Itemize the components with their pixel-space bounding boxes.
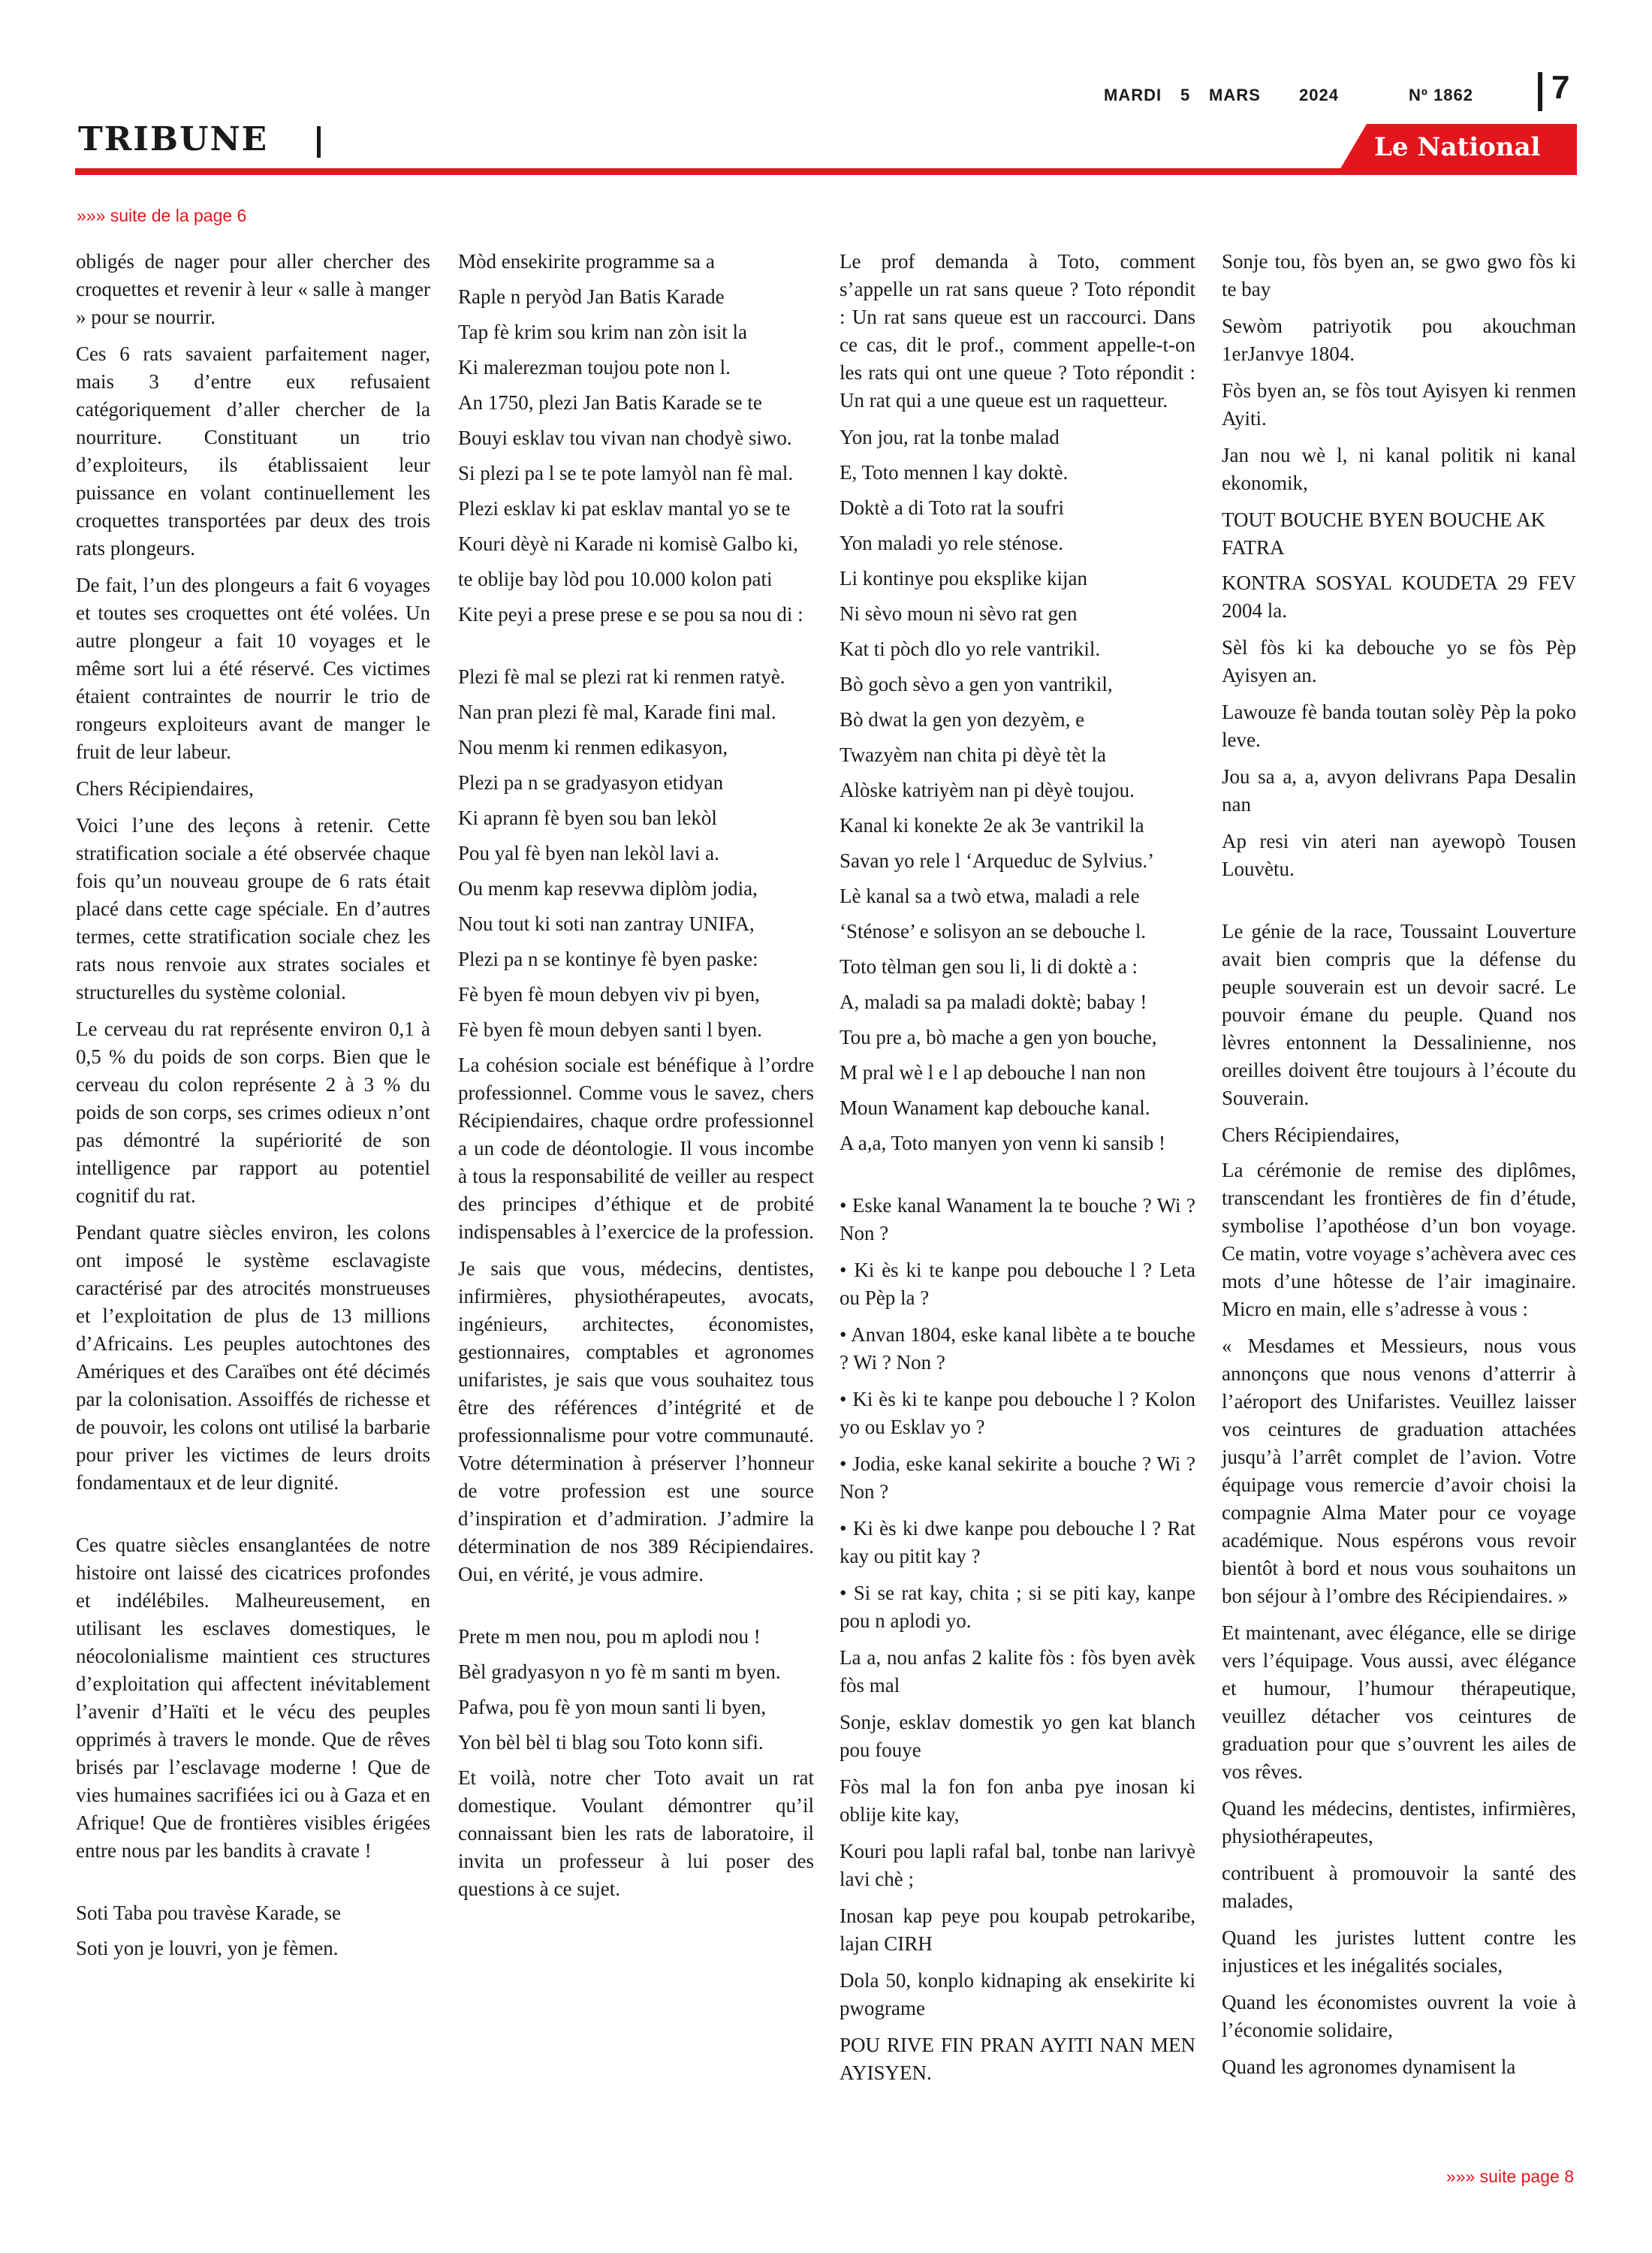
verse-line: Bò goch sèvo a gen yon vantrikil, <box>840 673 1113 695</box>
verse-line: te oblije bay lòd pou 10.000 kolon pati <box>458 568 773 590</box>
paragraph: TOUT BOUCHE BYEN BOUCHE AK FATRA <box>1222 508 1546 559</box>
paragraph: Chers Récipiendaires, <box>1222 1123 1400 1146</box>
bullet-question: • Ki ès ki te kanpe pou debouche l ? Kolon yo ou Esklav yo ? <box>840 1388 1195 1438</box>
verse-line: M pral wè l e l ap debouche l nan non <box>840 1061 1146 1084</box>
paragraph: Pendant quatre siècles environ, les colons ont imposé le système esclavagiste caractérisé par des atrocités monstrueuses et l’exploitation de plus de 13 millions d’Africains. Les peuples autochtones des Amériques et des Caraïbes ont été décimés par la colonisation. Assoiffés de richesse et de pouvoir, les colons ont utilisé la barbarie pour priver les victimes de leurs droits fondamentaux et de leur dignité. <box>76 1221 430 1494</box>
paragraph: De fait, l’un des plongeurs a fait 6 voyages et toutes ses croquettes ont été volées. Un autre plongeur a fait 10 voyages et le même sort lui a été réservé. Ces victimes étaient contraintes de nourrir le trio de rongeurs exploiteurs avant de manger le fruit de leur labeur. <box>76 574 430 763</box>
verse-line: Lè kanal sa a twò etwa, maladi a rele <box>840 885 1140 907</box>
verse-line: Ou menm kap resevwa diplòm jodia, <box>458 877 758 900</box>
paragraph: Ap resi vin ateri nan ayewopò Tousen Louvètu. <box>1222 830 1576 880</box>
verse-line: Plezi pa n se kontinye fè byen paske: <box>458 948 758 970</box>
issue-date-number: 5 <box>1180 86 1191 104</box>
bullet-question: • Anvan 1804, eske kanal libète a te bouche ? Wi ? Non ? <box>840 1323 1195 1374</box>
verse-line: An 1750, plezi Jan Batis Karade se te <box>458 391 762 414</box>
verse-line: Alòske katriyèm nan pi dèyè toujou. <box>840 779 1135 801</box>
verse-line: Pafwa, pou fè yon moun santi li byen, <box>458 1696 767 1718</box>
issue-date-line <box>1104 86 1473 105</box>
paragraph: Je sais que vous, médecins, dentistes, infirmières, physiothérapeutes, avocats, ingénieurs, architectes, économistes, gestionnaires, comptables et agronomes unifaristes, je sais que vous souhaitez tous être des références d’intégrité et de professionnalisme pour votre communauté. Votre détermination à préserver l’honneur de votre profession est une source d’inspiration et d’admiration. J’admire la détermination de nos 389 Récipiendaires. Oui, en vérité, je vous admire. <box>458 1257 814 1585</box>
verse-line: Kanal ki konekte 2e ak 3e vantrikil la <box>840 814 1144 837</box>
verse-line: Toto tèlman gen sou li, li di doktè a : <box>840 955 1138 978</box>
bullet-question: • Jodia, eske kanal sekirite a bouche ? Wi ? Non ? <box>840 1452 1195 1503</box>
verse-line: Si plezi pa l se te pote lamyòl nan fè mal. <box>458 462 794 484</box>
verse-line: Tap fè krim sou krim nan zòn isit la <box>458 321 748 343</box>
verse-line: Ni sèvo moun ni sèvo rat gen <box>840 602 1078 625</box>
article-column-3 <box>840 248 1195 2096</box>
paragraph: Et maintenant, avec élégance, elle se dirige vers l’équipage. Vous aussi, avec élégance et humour, l’humour thérapeutique, veuillez détacher vos ceintures de graduation pour que s’ouvrent les ailes de vos rêves. <box>1222 1621 1576 1783</box>
masthead <box>0 0 1652 180</box>
paragraph: Quand les agronomes dynamisent la <box>1222 2055 1516 2078</box>
verse-line: Li kontinye pou eksplike kijan <box>840 567 1087 590</box>
verse-line: Nou menm ki renmen edikasyon, <box>458 736 728 759</box>
issue-number: Nº 1862 <box>1409 86 1473 104</box>
bullet-question: • Si se rat kay, chita ; si se piti kay, kanpe pou n aplodi yo. <box>840 1582 1195 1632</box>
verse-line: Kite peyi a prese prese e se pou sa nou di : <box>458 603 803 626</box>
verse-line: Soti yon je louvri, yon je fèmen. <box>76 1937 339 1959</box>
verse-line: Mòd ensekirite programme sa a <box>458 250 715 273</box>
verse-line: Ki malerezman toujou pote non l. <box>458 356 731 379</box>
verse-line: Bouyi esklav tou vivan nan chodyè siwo. <box>458 427 792 449</box>
verse-line: Bò dwat la gen yon dezyèm, e <box>840 708 1085 731</box>
section-title-divider <box>317 126 321 158</box>
verse-line: Plezi esklav ki pat esklav mantal yo se te <box>458 497 791 520</box>
paragraph: Quand les juristes luttent contre les injustices et les inégalités sociales, <box>1222 1926 1576 1977</box>
paragraph: Chers Récipiendaires, <box>76 777 254 800</box>
verse-line: Yon maladi yo rele sténose. <box>840 532 1063 554</box>
issue-day: MARDI <box>1104 86 1162 104</box>
paragraph: Inosan kap peye pou koupab petrokaribe, lajan CIRH <box>840 1905 1195 1955</box>
article-column-1 <box>76 248 430 1970</box>
verse-line: Fè byen fè moun debyen viv pi byen, <box>458 983 760 1006</box>
issue-month: MARS <box>1209 86 1261 104</box>
paragraph: Voici l’une des leçons à retenir. Cette stratification sociale a été observée chaque fois qu’un nouveau groupe de 6 rats était placé dans cette cage spéciale. En d’autres termes, cette stratification sociale chez les rats nous renvoie aux strates sociales et structurelles du système colonial. <box>76 814 430 1003</box>
verse-line: Prete m men nou, pou m aplodi nou ! <box>458 1625 761 1648</box>
paragraph: Dola 50, konplo kidnaping ak ensekirite ki pwograme <box>840 1969 1195 2019</box>
verse-line: A, maladi sa pa maladi doktè; babay ! <box>840 991 1147 1013</box>
paragraph: Fòs mal la fon fon anba pye inosan ki oblije kite kay, <box>840 1775 1195 1826</box>
verse-line: Nou tout ki soti nan zantray UNIFA, <box>458 912 755 935</box>
paragraph: Quand les médecins, dentistes, infirmières, physiothérapeutes, <box>1222 1797 1576 1847</box>
verse-line: Kat ti pòch dlo yo rele vantrikil. <box>840 638 1101 660</box>
page-number: 7 <box>1551 69 1570 106</box>
verse-line: ‘Sténose’ e solisyon an se debouche l. <box>840 920 1147 943</box>
verse-line: Doktè a di Toto rat la soufri <box>840 496 1065 519</box>
paragraph: Ces 6 rats savaient parfaitement nager, mais 3 d’entre eux refusaient catégoriquement d’aller chercher de la nourriture. Constituant un trio d’exploiteurs, ils établissaient leur puissance en volant continuellement les croquettes transportées par deux des trois rats plongeurs. <box>76 342 430 559</box>
verse-line: Soti Taba pou travèse Karade, se <box>76 1902 341 1924</box>
paragraph: La cohésion sociale est bénéfique à l’ordre professionnel. Comme vous le savez, chers Récipiendaires, chaque ordre professionnel a un code de déontologie. Il vous incombe à tous la responsabilité de veiller au respect des principes d’éthique et de probité indispensables à l’exercice de la profession. <box>458 1054 814 1243</box>
verse-line: Nan pran plezi fè mal, Karade fini mal. <box>458 701 776 723</box>
verse-line: Kouri dèyè ni Karade ni komisè Galbo ki, <box>458 532 798 555</box>
bullet-question: • Eske kanal Wanament la te bouche ? Wi ? Non ? <box>840 1194 1195 1244</box>
paragraph: Lawouze fè banda toutan solèy Pèp la poko leve. <box>1222 701 1576 751</box>
page-number-divider <box>1538 72 1542 111</box>
paragraph: Et voilà, notre cher Toto avait un rat domestique. Voulant démontrer qu’il connaissant bien les rats de laboratoire, il invita un professeur à lui poser des questions à ce sujet. <box>458 1766 814 1900</box>
article-column-4 <box>1222 248 1576 2090</box>
paragraph: Le génie de la race, Toussaint Louverture avait bien compris que la défense du peuple souverain est un devoir sacré. Le pouvoir émane du peuple. Quand nos lèvres entonnent la Dessalinienne, nos oreilles doivent être toujours à l’écoute du Souverain. <box>1222 920 1576 1109</box>
verse-line: Moun Wanament kap debouche kanal. <box>840 1096 1150 1119</box>
verse-line: E, Toto mennen l kay doktè. <box>840 461 1069 484</box>
paragraph: Sewòm patriyotik pou akouchman 1erJanvye 1804. <box>1222 315 1576 365</box>
bullet-question: • Ki ès ki dwe kanpe pou debouche l ? Rat kay ou pitit kay ? <box>840 1517 1195 1567</box>
verse-line: Raple n peryòd Jan Batis Karade <box>458 285 725 308</box>
paragraph: Sonje tou, fòs byen an, se gwo gwo fòs ki te bay <box>1222 250 1576 300</box>
continued-from-link[interactable]: »»» suite de la page 6 <box>77 206 247 225</box>
verse-line: Savan yo rele l ‘Arqueduc de Sylvius.’ <box>840 849 1155 872</box>
verse-line: Yon bèl bèl ti blag sou Toto konn sifi. <box>458 1731 764 1754</box>
paragraph: Kouri pou lapli rafal bal, tonbe nan larivyè lavi chè ; <box>840 1840 1195 1890</box>
verse-line: Tou pre a, bò mache a gen yon bouche, <box>840 1026 1157 1048</box>
paragraph: Jou sa a, a, avyon delivrans Papa Desalin nan <box>1222 765 1576 816</box>
verse-line: Plezi pa n se gradyasyon etidyan <box>458 771 724 794</box>
paragraph: Sonje, esklav domestik yo gen kat blanch pou fouye <box>840 1711 1195 1761</box>
newspaper-name: Le National <box>1374 132 1541 162</box>
article-column-2 <box>458 248 814 1912</box>
section-title: TRIBUNE <box>78 120 269 158</box>
paragraph: La a, nou anfas 2 kalite fòs : fòs byen avèk fòs mal <box>840 1646 1195 1697</box>
bullet-question: • Ki ès ki te kanpe pou debouche l ? Leta ou Pèp la ? <box>840 1259 1195 1309</box>
issue-year: 2024 <box>1299 86 1339 104</box>
verse-line: Yon jou, rat la tonbe malad <box>840 426 1060 448</box>
verse-line: Plezi fè mal se plezi rat ki renmen ratyè. <box>458 665 785 688</box>
verse-line: Fè byen fè moun debyen santi l byen. <box>458 1018 762 1041</box>
paragraph: « Mesdames et Messieurs, nous vous annonçons que nous venons d’atterrir à l’aéroport des Unifaristes. Veuillez laisser vos ceintures de graduation attachées jusqu’à l’arrêt complet de l’avion. Votre équipage vous remercie d’avoir choisi la compagnie Alma Mater pour ce voyage académique. Nous espérons vous revoir bientôt à bord et nous vous souhaitons un bon séjour à l’ombre des Récipiendaires. » <box>1222 1335 1576 1607</box>
verse-line: Pou yal fè byen nan lekòl lavi a. <box>458 842 719 864</box>
verse-line: Twazyèm nan chita pi dèyè tèt la <box>840 743 1106 766</box>
paragraph: Le prof demanda à Toto, comment s’appelle un rat sans queue ? Toto répondit : Un rat sans queue est un raccourci. Dans ce cas, dit le prof., comment appelle-t-on les rats qui ont une queue ? Toto répondit : Un rat qui a une queue est un raquetteur. <box>840 250 1195 412</box>
paragraph: Quand les économistes ouvrent la voie à l’économie solidaire, <box>1222 1991 1576 2041</box>
paragraph: La cérémonie de remise des diplômes, transcendant les frontières de fin d’étude, symbolise l’apothéose d’un bon voyage. Ce matin, votre voyage s’achèvera avec ces mots d’une hôtesse de l’air imaginaire. Micro en main, elle s’adresse à vous : <box>1222 1159 1576 1320</box>
paragraph: POU RIVE FIN PRAN AYITI NAN MEN AYISYEN. <box>840 2034 1195 2084</box>
continued-to-link[interactable]: »»» suite page 8 <box>1446 2167 1574 2186</box>
paragraph: KONTRA SOSYAL KOUDETA 29 FEV 2004 la. <box>1222 572 1576 622</box>
paragraph: Jan nou wè l, ni kanal politik ni kanal ekonomik, <box>1222 444 1576 494</box>
paragraph: obligés de nager pour aller chercher des croquettes et revenir à leur « salle à manger » pour se nourrir. <box>76 250 430 328</box>
paragraph: Sèl fòs ki ka debouche yo se fòs Pèp Ayisyen an. <box>1222 636 1576 686</box>
verse-line: Ki aprann fè byen sou ban lekòl <box>458 807 717 829</box>
paragraph: Fòs byen an, se fòs tout Ayisyen ki renmen Ayiti. <box>1222 379 1576 430</box>
paragraph: contribuent à promouvoir la santé des malades, <box>1222 1862 1576 1912</box>
verse-line: A a,a, Toto manyen yon venn ki sansib ! <box>840 1132 1166 1154</box>
verse-line: Bèl gradyasyon n yo fè m santi m byen. <box>458 1660 781 1683</box>
paragraph: Le cerveau du rat représente environ 0,1 à 0,5 % du poids de son corps. Bien que le cerveau du colon représente 2 à 3 % du poids de son corps, ses crimes odieux n’ont pas démontré la supériorité de son intelligence par rapport au potentiel cognitif du rat. <box>76 1018 430 1207</box>
paragraph: Ces quatre siècles ensanglantées de notre histoire ont laissé des cicatrices profondes et indélébiles. Malheureusement, en utilisant les esclaves domestiques, le néocolonialisme maintient ces structures d’exploitation qui affectent inévitablement l’avenir d’Haïti et le vécu des peuples opprimés à travers le monde. Que de rêves brisés par l’esclavage moderne ! Que de vies humaines sacrifiées ici ou à Gaza et en Afrique! Que de frontières visibles érigées entre nous par les bandits à cravate ! <box>76 1534 430 1862</box>
